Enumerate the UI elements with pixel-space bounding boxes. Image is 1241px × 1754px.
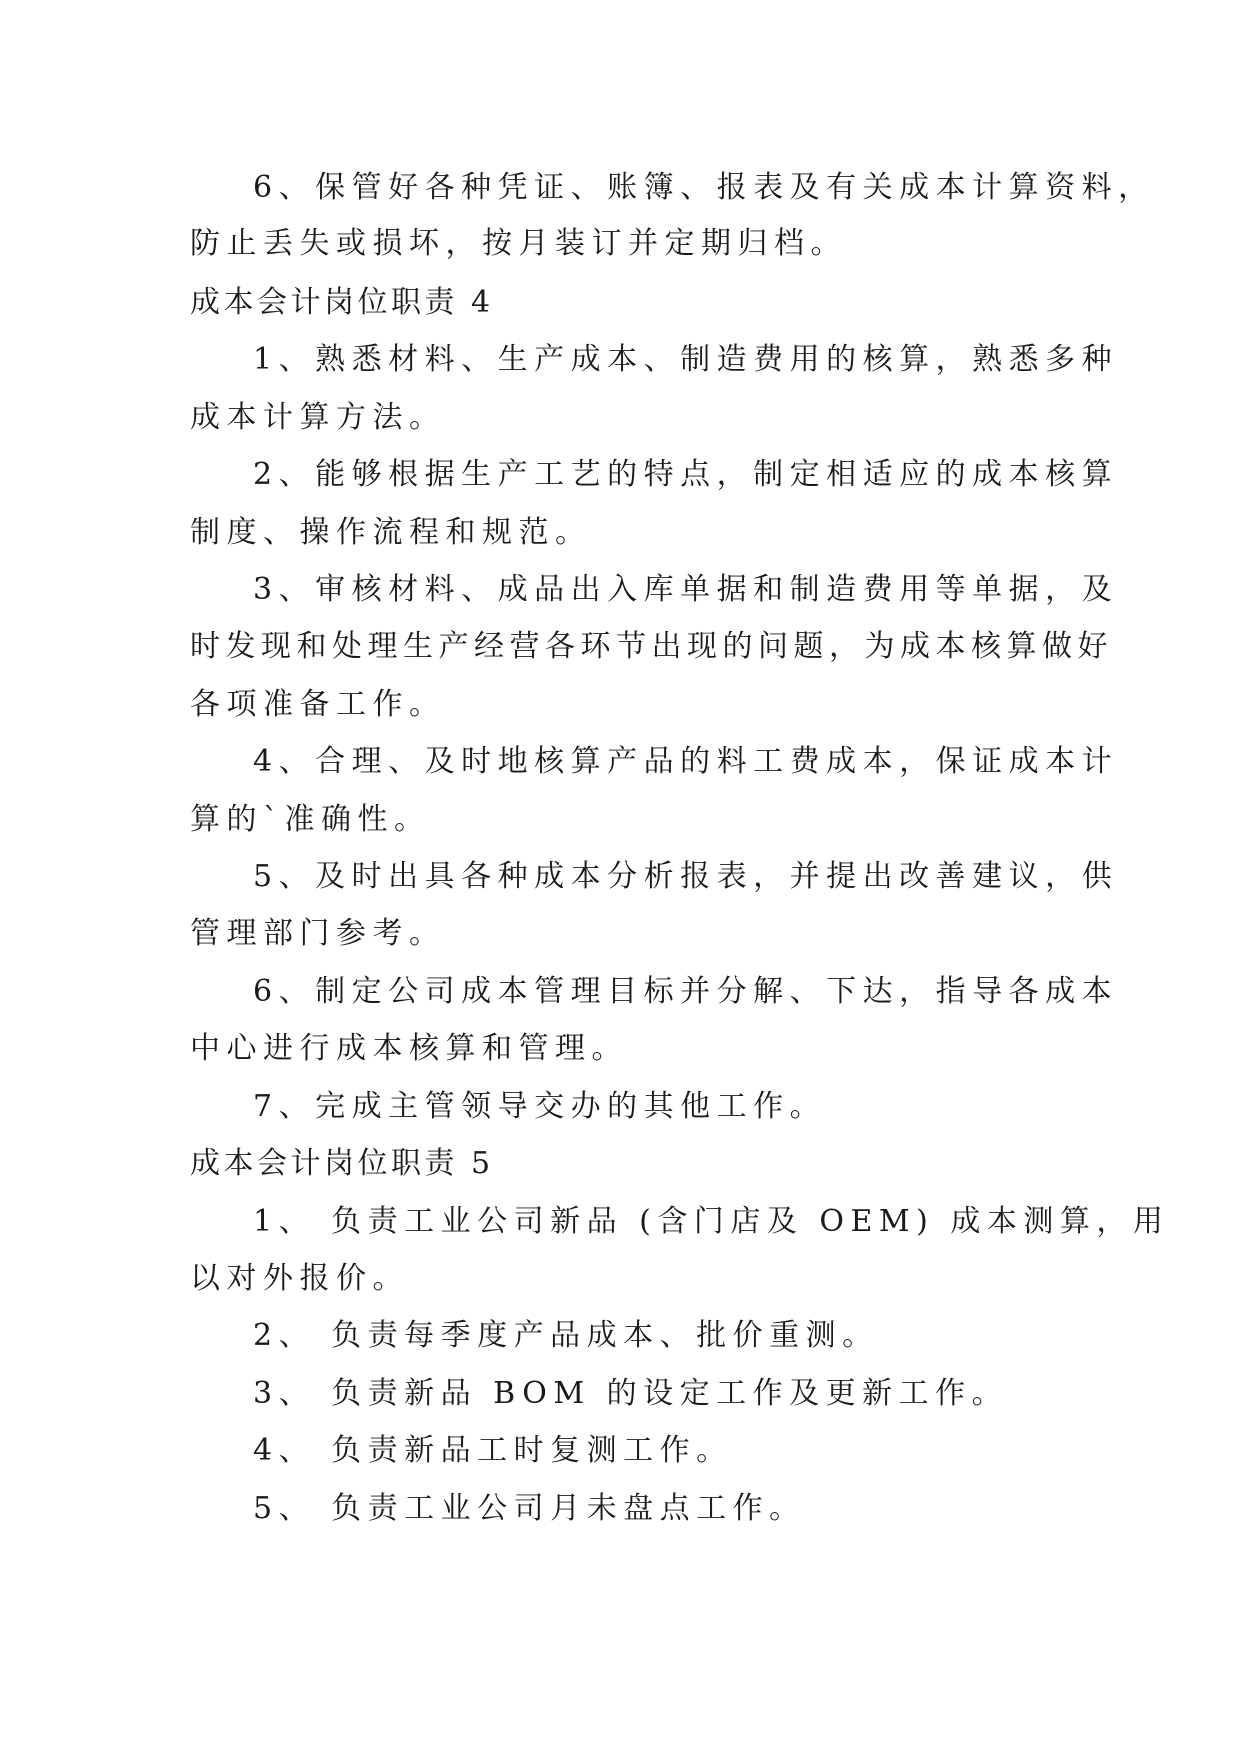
section-heading: 成本会计岗位职责 5 bbox=[190, 1146, 494, 1181]
paragraph-line: 7、完成主管领导交办的其他工作。 bbox=[253, 1089, 827, 1124]
paragraph-line: 制度、操作流程和规范。 bbox=[190, 515, 592, 550]
paragraph-line: 4、合理、及时地核算产品的料工费成本，保证成本计 bbox=[253, 744, 1119, 779]
paragraph-line: 5、 负责工业公司月未盘点工作。 bbox=[253, 1491, 806, 1526]
paragraph-line: 1、熟悉材料、生产成本、制造费用的核算，熟悉多种 bbox=[253, 342, 1119, 377]
section-heading: 成本会计岗位职责 4 bbox=[190, 285, 494, 320]
paragraph-line: 5、及时出具各种成本分析报表，并提出改善建议，供 bbox=[253, 859, 1119, 894]
paragraph-line: 中心进行成本核算和管理。 bbox=[190, 1031, 628, 1066]
paragraph-line: 算的`准确性。 bbox=[190, 802, 431, 837]
paragraph-line: 以对外报价。 bbox=[190, 1261, 409, 1296]
paragraph-line: 防止丢失或损坏，按月装订并定期归档。 bbox=[190, 226, 847, 261]
paragraph-line: 3、 负责新品 BOM 的设定工作及更新工作。 bbox=[253, 1376, 1009, 1411]
paragraph-line: 4、 负责新品工时复测工作。 bbox=[253, 1433, 733, 1468]
paragraph-line: 管理部门参考。 bbox=[190, 916, 446, 951]
paragraph-line: 3、审核材料、成品出入库单据和制造费用等单据，及 bbox=[253, 572, 1119, 607]
paragraph-line: 各项准备工作。 bbox=[190, 687, 446, 722]
paragraph-line: 6、制定公司成本管理目标并分解、下达，指导各成本 bbox=[253, 974, 1119, 1009]
paragraph-line: 1、 负责工业公司新品 (含门店及 OEM) 成本测算，用 bbox=[253, 1204, 1170, 1239]
paragraph-line: 2、能够根据生产工艺的特点，制定相适应的成本核算 bbox=[253, 457, 1119, 492]
paragraph-line: 时发现和处理生产经营各环节出现的问题，为成本核算做好 bbox=[190, 629, 1113, 664]
paragraph-line: 6、保管好各种凭证、账簿、报表及有关成本计算资料， bbox=[253, 170, 1155, 205]
paragraph-line: 2、 负责每季度产品成本、批价重测。 bbox=[253, 1318, 879, 1353]
paragraph-line: 成本计算方法。 bbox=[190, 400, 446, 435]
